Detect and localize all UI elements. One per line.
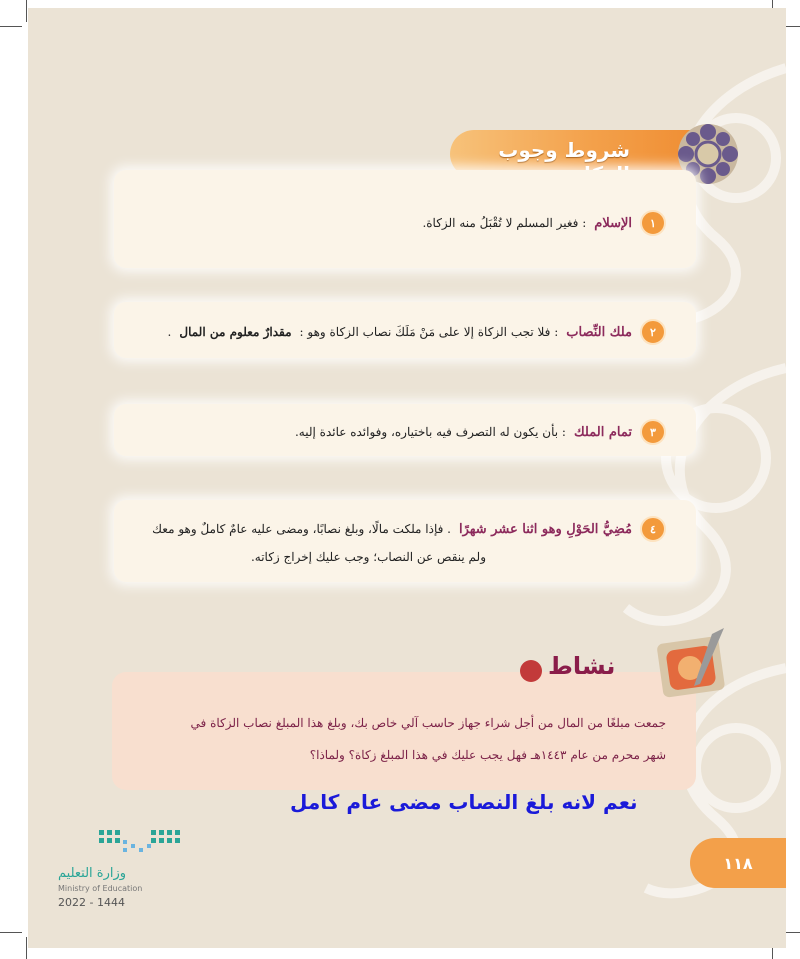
activity-dot-icon (520, 660, 542, 682)
condition-row-continued (251, 550, 486, 564)
condition-bold-text: مقدارٌ معلوم من المال (179, 325, 292, 339)
condition-row (168, 319, 666, 345)
condition-text: : بأن يكون له التصرف فيه باختياره، وفوائده عائدة إليه. (294, 425, 566, 439)
condition-row (152, 516, 666, 542)
condition-term: مُضِيُّ الحَوْلِ وهو اثنا عشر شهرًا (459, 521, 632, 537)
page-number: ١١٨ (690, 838, 786, 888)
condition-row (422, 210, 666, 236)
activity-card (112, 672, 696, 790)
condition-text: . فإذا ملكت مالًا، وبلغ نصابًا، ومضى عليه عامٌ كاملٌ وهو معك (152, 522, 451, 536)
condition-number: ١ (640, 210, 666, 236)
ministry-name-ar: وزارة التعليم (58, 866, 127, 881)
condition-number: ٤ (640, 516, 666, 542)
condition-term: تمام الملك (573, 424, 632, 440)
condition-card-3 (114, 404, 696, 456)
ministry-logo-icon (95, 826, 191, 858)
activity-book-icon (650, 628, 736, 702)
crop-mark (0, 26, 22, 27)
handwritten-answer: نعم لانه بلغ النصاب مضى عام كامل (290, 790, 638, 814)
condition-term: الإسلام (594, 215, 632, 231)
activity-title: نشاط (548, 652, 616, 680)
ministry-name-en: Ministry of Education (58, 884, 143, 893)
crop-mark (0, 932, 22, 933)
condition-card-2 (114, 302, 696, 358)
activity-question-line2: شهر محرم من عام ١٤٤٣هـ فهل يجب عليك في هذا المبلغ زكاة؟ ولماذا؟ (309, 748, 666, 762)
condition-end: . (167, 325, 172, 339)
activity-question-line1: جمعت مبلغًا من المال من أجل شراء جهاز حاسب آلي خاص بك، وبلغ هذا المبلغ نصاب الزكاة في (190, 716, 666, 730)
condition-card-1 (114, 170, 696, 268)
condition-row (295, 419, 666, 445)
crop-mark (26, 0, 27, 22)
crop-mark (26, 937, 27, 959)
condition-card-4 (114, 500, 696, 582)
condition-text-line2: ولم ينقص عن النصاب؛ وجب عليك إخراج زكاته. (250, 550, 486, 564)
section-title: شروط وجوب (498, 138, 630, 162)
condition-text: : فلا تجب الزكاة إلا على مَنْ مَلَكَ نصاب الزكاة وهو : (299, 325, 559, 339)
condition-number: ٢ (640, 319, 666, 345)
condition-number: ٣ (640, 419, 666, 445)
condition-term: ملك النِّصاب (566, 324, 632, 340)
condition-text: : فغير المسلم لا تُقْبَلُ منه الزكاة. (422, 216, 587, 230)
ministry-year: 2022 - 1444 (58, 896, 125, 909)
